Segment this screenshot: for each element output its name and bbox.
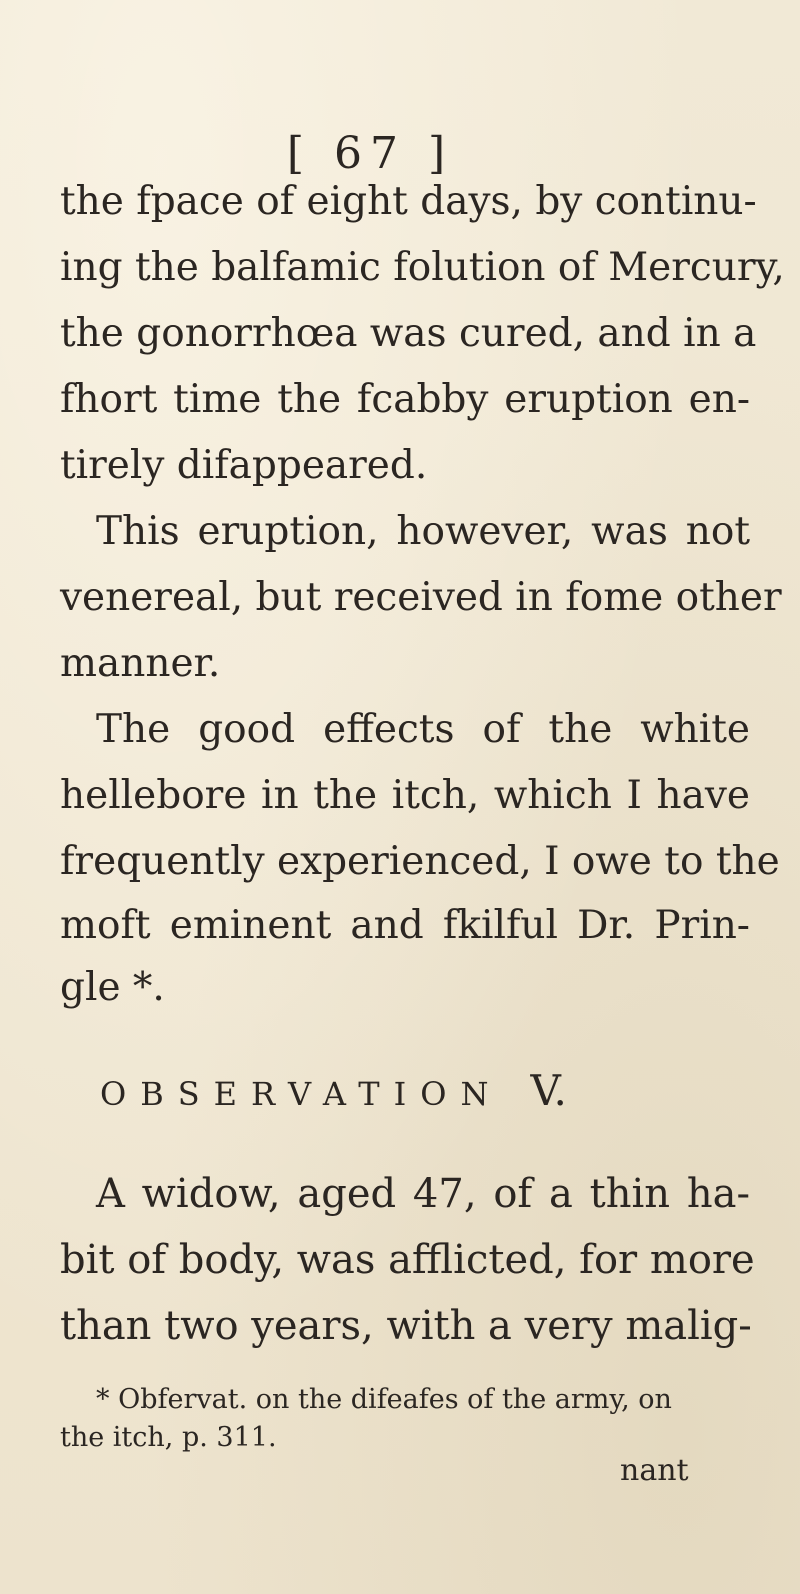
footnote-line: * Obfervat. on the difeafes of the army, on xyxy=(96,1384,672,1415)
text-line: the fpace of eight days, by continu- xyxy=(60,179,757,224)
observation-heading-word: OBSERVATION xyxy=(100,1075,503,1113)
text-line: venereal, but received in fome other xyxy=(60,575,782,620)
text-line: The good effects of the white xyxy=(96,707,750,752)
text-line: bit of body, was afflicted, for more xyxy=(60,1237,755,1283)
page-number: [ 67 ] xyxy=(286,128,454,179)
text-line: tirely difappeared. xyxy=(60,443,428,488)
text-line: hellebore in the itch, which I have xyxy=(60,773,750,818)
observation-heading-number: V. xyxy=(530,1066,567,1115)
text-line: gle *. xyxy=(60,965,165,1010)
text-line: manner. xyxy=(60,641,221,686)
catchword: nant xyxy=(620,1453,689,1488)
text-line: frequently experienced, I owe to the xyxy=(60,839,780,884)
text-line: the gonorrhœa was cured, and in a xyxy=(60,311,757,356)
text-line: moft eminent and fkilful Dr. Prin- xyxy=(60,903,750,948)
footnote-line: the itch, p. 311. xyxy=(60,1422,277,1453)
text-line: ing the balfamic folution of Mercury, xyxy=(60,245,785,290)
text-line: A widow, aged 47, of a thin ha- xyxy=(96,1171,750,1217)
text-line: This eruption, however, was not xyxy=(96,509,750,554)
text-line: than two years, with a very malig- xyxy=(60,1303,752,1349)
text-line: fhort time the fcabby eruption en- xyxy=(60,377,750,422)
observation-heading xyxy=(100,1066,740,1115)
